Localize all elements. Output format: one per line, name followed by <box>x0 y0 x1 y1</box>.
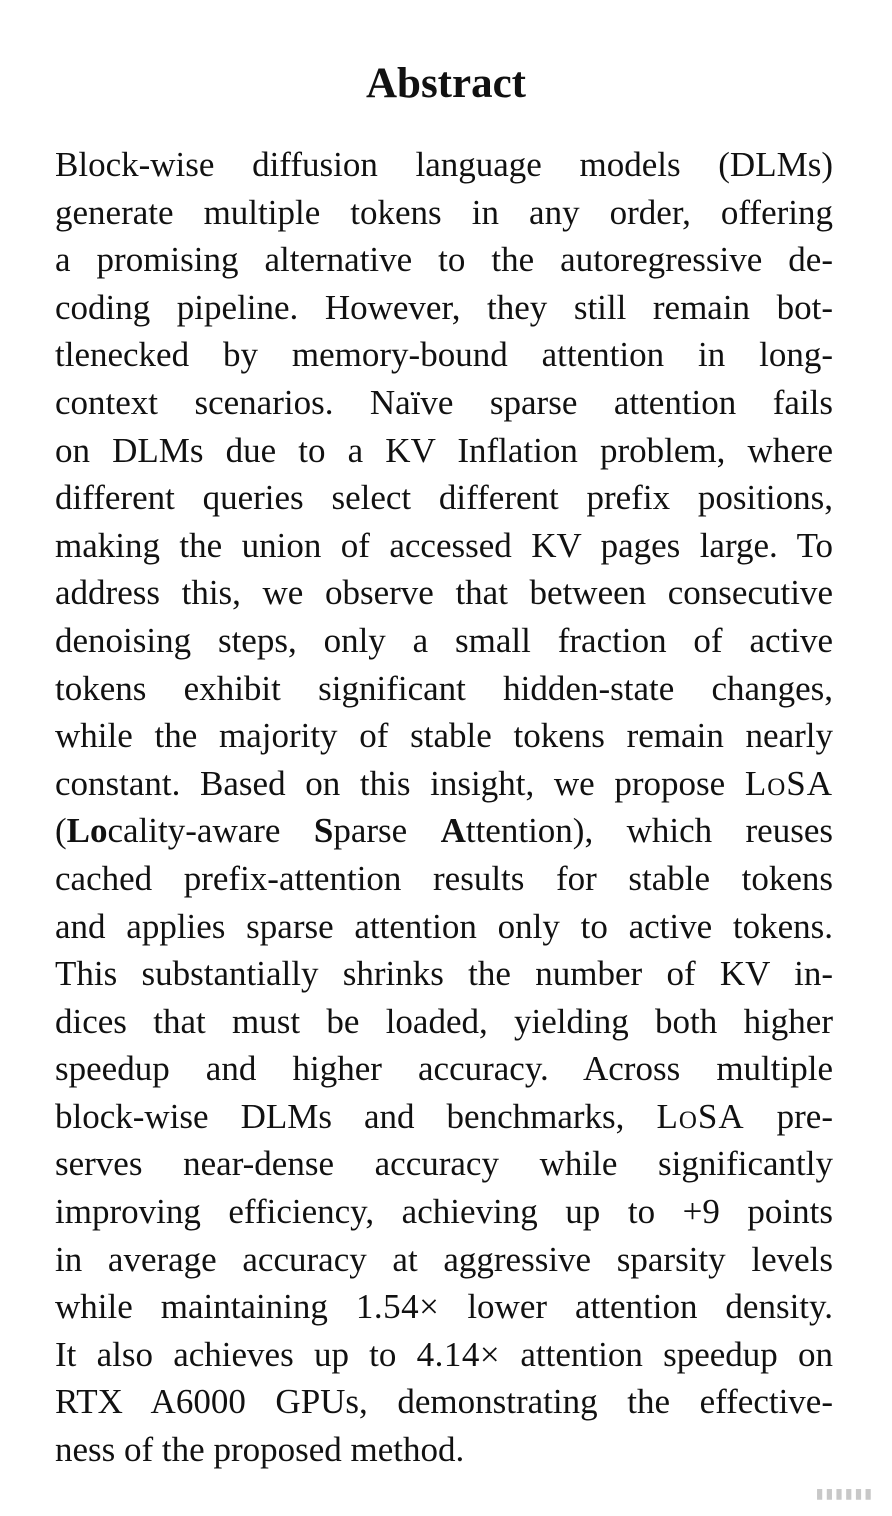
abstract-line-21 <box>55 1093 833 1141</box>
abstract-line-26 <box>55 1331 833 1379</box>
abstract-line-28: ness of the proposed method. <box>55 1430 465 1470</box>
line-14-text: constant. Based on this insight, we propose <box>55 763 745 803</box>
abstract-line-5: tlenecked by memory-bound attention in long- <box>55 335 833 375</box>
line-15-text-2: parse <box>333 811 441 851</box>
abstract-line-6: context scenarios. Naïve sparse attention fails <box>55 382 833 422</box>
speedup-value: 4.14× <box>416 1334 501 1374</box>
abstract-line-20: speedup and higher accuracy. Across multiple <box>55 1049 833 1089</box>
line-21-text-1: block-wise DLMs and benchmarks, <box>55 1096 657 1136</box>
abstract-line-23: improving efficiency, achieving up to +9 points <box>55 1192 833 1232</box>
acronym-a: A <box>440 811 466 851</box>
acronym-lo: Lo <box>66 811 108 851</box>
abstract-line-14 <box>55 760 833 808</box>
abstract-line-16: cached prefix-attention results for stable tokens <box>55 858 833 898</box>
abstract-line-18: This substantially shrinks the number of KV in- <box>55 954 833 994</box>
abstract-line-19: dices that must be loaded, yielding both higher <box>55 1001 833 1041</box>
abstract-line-17: and applies sparse attention only to active tokens. <box>55 906 833 946</box>
method-name: LoSA <box>744 763 833 803</box>
abstract-line-2: generate multiple tokens in any order, offering <box>55 192 833 232</box>
abstract-line-27: RTX A6000 GPUs, demonstrating the effective- <box>55 1382 833 1422</box>
line-26-text-2: attention speedup on <box>500 1334 833 1374</box>
abstract-line-24: in average accuracy at aggressive sparsity levels <box>55 1239 833 1279</box>
watermark: ▮▮▮▮▮▮ <box>815 1485 874 1501</box>
line-26-text-1: It also achieves up to <box>55 1334 417 1374</box>
abstract-line-25 <box>55 1283 833 1331</box>
acronym-s: S <box>313 811 334 851</box>
abstract-line-8: different queries select different prefix positions, <box>55 478 833 518</box>
abstract-line-22: serves near-dense accuracy while significantly <box>55 1144 833 1184</box>
abstract-line-7: on DLMs due to a KV Inflation problem, where <box>55 430 833 470</box>
abstract-line-15 <box>55 807 833 855</box>
abstract-line-10: address this, we observe that between consecutive <box>55 573 833 613</box>
abstract-body <box>55 141 833 1474</box>
line-15-text-1: cality-aware <box>107 811 314 851</box>
abstract-line-11: denoising steps, only a small fraction of active <box>55 620 833 660</box>
density-value: 1.54× <box>355 1287 440 1327</box>
line-25-text-1: while maintaining <box>55 1287 356 1327</box>
line-21-text-2: pre- <box>744 1096 833 1136</box>
abstract-line-4: coding pipeline. However, they still remain bot- <box>55 287 833 327</box>
line-15-text-3: ttention), which reuses <box>465 811 833 851</box>
abstract-line-9: making the union of accessed KV pages large. To <box>55 525 833 565</box>
abstract-line-3: a promising alternative to the autoregressive de- <box>55 240 833 280</box>
method-name-2: LoSA <box>656 1096 745 1136</box>
line-25-text-2: lower attention density. <box>439 1287 833 1327</box>
abstract-line-12: tokens exhibit significant hidden-state changes, <box>55 668 833 708</box>
line-15-open: ( <box>55 811 67 851</box>
abstract-line-13: while the majority of stable tokens remain nearly <box>55 716 833 756</box>
abstract-line-1: Block-wise diffusion language models (DLMs) <box>55 145 833 184</box>
abstract-title: Abstract <box>365 60 526 107</box>
